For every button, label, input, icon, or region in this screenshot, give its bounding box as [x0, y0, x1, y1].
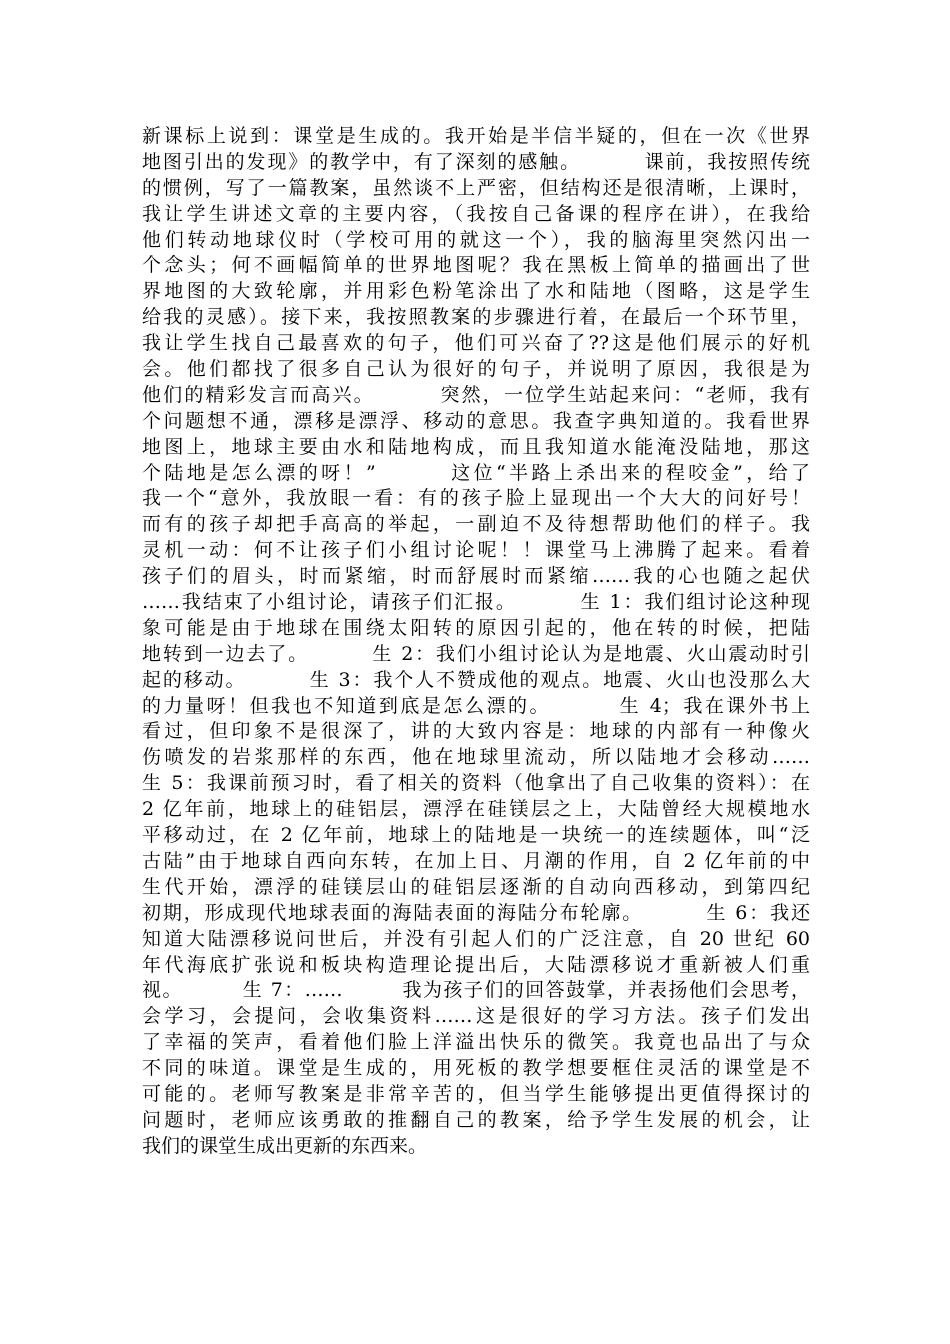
text-line: 他们的精彩发言而高兴。 突然，一位学生站起来问：“老师，我有 [142, 383, 810, 406]
document-body [142, 124, 810, 1160]
text-line: 年代海底扩张说和板块构造理论提出后，大陆漂移说才重新被人们重 [142, 953, 810, 976]
text-line: 的力量呀！但我也不知道到底是怎么漂的。 生 4；我在课外书上 [142, 694, 810, 717]
text-line: 新课标上说到：课堂是生成的。我开始是半信半疑的，但在一次《世界 [142, 125, 810, 147]
text-line: 灵机一动：何不让孩子们小组讨论呢！！课堂马上沸腾了起来。看着 [142, 539, 810, 562]
text-line: 古陆”由于地球自西向东转，在加上日、月潮的作用，自 2 亿年前的中 [142, 849, 810, 872]
text-line: 的惯例，写了一篇教案，虽然谈不上严密，但结构还是很清晰，上课时， [142, 176, 810, 199]
text-line: 起的移动。 生 3：我个人不赞成他的观点。地震、火山也没那么大 [142, 668, 810, 691]
text-line: 我们的课堂生成出更新的东西来。 [142, 1134, 428, 1157]
text-line: 可能的。老师写教案是非常辛苦的，但当学生能够提出更值得探讨的 [142, 1082, 810, 1105]
text-line: 了幸福的笑声，看着他们脸上洋溢出快乐的微笑。我竟也品出了与众 [142, 1031, 810, 1054]
text-line: 个问题想不通，漂移是漂浮、移动的意思。我查字典知道的。我看世界 [142, 409, 810, 432]
text-line: 会学习，会提问，会收集资料……这是很好的学习方法。孩子们发出 [142, 1005, 810, 1028]
text-line: 我一个“意外，我放眼一看：有的孩子脸上显现出一个大大的问好号！ [142, 487, 810, 510]
text-line: 我让学生讲述文章的主要内容，（我按自己备课的程序在讲），在我给 [142, 202, 810, 225]
text-line: 给我的灵感）。接下来，我按照教案的步骤进行着，在最后一个环节里， [142, 306, 810, 329]
text-line: 问题时，老师应该勇敢的推翻自己的教案，给予学生发展的机会，让 [142, 1108, 810, 1131]
text-line: 地图引出的发现》的教学中，有了深刻的感触。 课前，我按照传统 [142, 150, 810, 173]
text-line: 初期，形成现代地球表面的海陆表面的海陆分布轮廓。 生 6：我还 [142, 901, 810, 924]
text-line: 会。他们都找了很多自己认为很好的句子，并说明了原因，我很是为 [142, 358, 810, 381]
text-line: 孩子们的眉头，时而紧缩，时而舒展时而紧缩……我的心也随之起伏 [142, 565, 810, 588]
text-line: 他们转动地球仪时（学校可用的就这一个），我的脑海里突然闪出一 [142, 228, 810, 251]
text-line: 平移动过，在 2 亿年前，地球上的陆地是一块统一的连续题体，叫“泛 [142, 824, 810, 847]
text-line: 个陆地是怎么漂的呀！” 这位“半路上杀出来的程咬金”，给了 [142, 461, 810, 484]
text-line: 个念头；何不画幅简单的世界地图呢？我在黑板上简单的描画出了世 [142, 254, 810, 277]
text-line: 视。 生 7：…… 我为孩子们的回答鼓掌，并表扬他们会思考， [142, 979, 810, 1002]
text-line: 地转到一边去了。 生 2：我们小组讨论认为是地震、火山震动时引 [142, 642, 810, 665]
text-line: 界地图的大致轮廓，并用彩色粉笔涂出了水和陆地（图略，这是学生 [142, 280, 810, 303]
text-line: 地图上，地球主要由水和陆地构成，而且我知道水能淹没陆地，那这 [142, 435, 810, 458]
text-line: 生 5：我课前预习时，看了相关的资料（他拿出了自己收集的资料）：在 [142, 772, 810, 795]
text-line: 不同的味道。课堂是生成的，用死板的教学想要框住灵活的课堂是不 [142, 1057, 810, 1080]
text-line: 象可能是由于地球在围绕太阳转的原因引起的，他在转的时候，把陆 [142, 616, 810, 639]
text-line: 生代开始，漂浮的硅镁层山的硅铝层逐渐的自动向西移动，到第四纪 [142, 875, 810, 898]
text-line: 看过，但印象不是很深了，讲的大致内容是：地球的内部有一种像火 [142, 720, 810, 743]
text-line: 而有的孩子却把手高高的举起，一副迫不及待想帮助他们的样子。我 [142, 513, 810, 536]
text-line: 知道大陆漂移说问世后，并没有引起人们的广泛注意，自 20 世纪 60 [142, 927, 810, 950]
text-line: 我让学生找自己最喜欢的句子，他们可兴奋了??这是他们展示的好机 [142, 332, 810, 355]
text-line: 2 亿年前，地球上的硅铝层，漂浮在硅镁层之上，大陆曾经大规模地水 [142, 798, 810, 821]
text-line: 伤喷发的岩浆那样的东西，他在地球里流动，所以陆地才会移动…… [142, 746, 810, 769]
text-line: ……我结束了小组讨论，请孩子们汇报。 生 1：我们组讨论这种现 [142, 591, 810, 614]
